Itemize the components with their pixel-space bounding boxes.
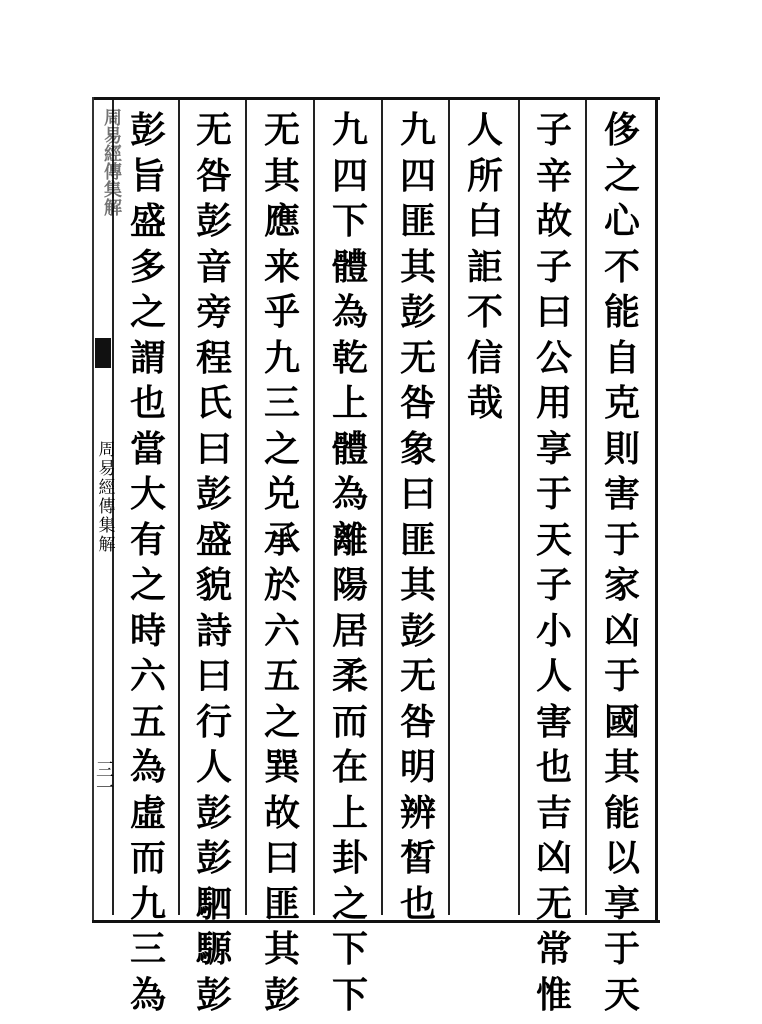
character: 四 xyxy=(399,154,436,197)
character: 无 xyxy=(263,109,300,151)
character: 享 xyxy=(603,882,640,925)
character: 五 xyxy=(263,655,300,697)
character: 多 xyxy=(129,245,166,288)
character: 之 xyxy=(263,700,300,743)
character: 彭 xyxy=(195,837,232,879)
character: 小 xyxy=(535,609,572,652)
character: 信 xyxy=(466,336,503,379)
text-column-4 xyxy=(388,108,448,927)
character: 乎 xyxy=(263,291,300,333)
character: 侈 xyxy=(603,109,640,151)
character: 能 xyxy=(603,791,640,834)
character: 故 xyxy=(263,791,300,834)
character: 三 xyxy=(129,928,166,970)
character: 无 xyxy=(399,336,436,379)
character: 當 xyxy=(129,427,166,470)
character: 五 xyxy=(129,700,166,743)
character: 於 xyxy=(263,564,300,606)
character: 于 xyxy=(603,655,640,697)
character: 公 xyxy=(535,336,572,379)
character: 皙 xyxy=(399,837,436,879)
text-column-7 xyxy=(184,108,244,1018)
character: 之 xyxy=(331,882,368,925)
character: 氏 xyxy=(195,382,232,424)
text-column-6 xyxy=(252,108,312,1018)
character: 為 xyxy=(331,473,368,515)
character: 来 xyxy=(263,245,300,288)
character: 不 xyxy=(466,291,503,333)
character: 人 xyxy=(535,655,572,697)
character: 離 xyxy=(331,518,368,561)
column-rule xyxy=(448,100,450,915)
book-title: 周易經傳集解 xyxy=(94,440,115,554)
character: 心 xyxy=(603,200,640,242)
character: 自 xyxy=(603,336,640,379)
character: 无 xyxy=(195,109,232,151)
character: 體 xyxy=(331,245,368,288)
character: 旨 xyxy=(129,154,166,197)
margin-top-chars xyxy=(96,108,126,216)
character: 无 xyxy=(535,882,572,925)
character: 也 xyxy=(399,882,436,925)
character: 子 xyxy=(535,564,572,606)
character: 子 xyxy=(535,245,572,288)
character: 辨 xyxy=(399,791,436,834)
character: 為 xyxy=(331,291,368,333)
text-column-3 xyxy=(455,108,515,427)
character: 盛 xyxy=(129,200,166,242)
character: 不 xyxy=(603,245,640,288)
character: 旁 xyxy=(195,291,232,333)
character: 以 xyxy=(603,837,640,879)
character: 之 xyxy=(129,291,166,333)
character: 匪 xyxy=(263,882,300,925)
character: 九 xyxy=(331,109,368,151)
character: 也 xyxy=(129,382,166,424)
character: 故 xyxy=(535,200,572,242)
character: 下 xyxy=(331,200,368,242)
character: 則 xyxy=(603,427,640,470)
character: 巽 xyxy=(263,746,300,788)
character: 咎 xyxy=(195,154,232,197)
character: 虛 xyxy=(129,791,166,834)
character: 曰 xyxy=(399,473,436,515)
character: 彭 xyxy=(195,473,232,515)
character: 九 xyxy=(129,882,166,925)
character: 上 xyxy=(331,382,368,424)
character: 四 xyxy=(331,154,368,197)
character: 其 xyxy=(603,746,640,788)
character: 曰 xyxy=(195,427,232,470)
character: 吉 xyxy=(535,791,572,834)
character: 詎 xyxy=(466,245,503,288)
column-rule xyxy=(313,100,315,915)
character: 彭 xyxy=(129,109,166,151)
character: 而 xyxy=(129,837,166,879)
character: 咎 xyxy=(399,382,436,424)
character: 克 xyxy=(603,382,640,424)
character: 于 xyxy=(603,518,640,561)
character: 謂 xyxy=(129,336,166,379)
character: 承 xyxy=(263,518,300,561)
character: 无 xyxy=(399,655,436,697)
character: 騵 xyxy=(195,928,232,970)
character: 居 xyxy=(331,609,368,652)
character: 于 xyxy=(535,473,572,515)
character: 為 xyxy=(129,973,166,1016)
character: 之 xyxy=(129,564,166,606)
character: 貌 xyxy=(195,564,232,606)
character: 也 xyxy=(535,746,572,788)
column-rule xyxy=(245,100,247,915)
column-rule xyxy=(381,100,383,915)
character: 白 xyxy=(466,200,503,242)
frame-right-border xyxy=(655,97,658,920)
character: 行 xyxy=(195,700,232,743)
character: 六 xyxy=(263,609,300,652)
character: 之 xyxy=(603,154,640,197)
character: 彭 xyxy=(195,200,232,242)
character: 卦 xyxy=(331,837,368,879)
character: 其 xyxy=(263,154,300,197)
character: 明 xyxy=(399,746,436,788)
character: 大 xyxy=(129,473,166,515)
character: 九 xyxy=(263,336,300,379)
character: 乾 xyxy=(331,336,368,379)
character: 盛 xyxy=(195,518,232,561)
character: 害 xyxy=(535,700,572,743)
character: 程 xyxy=(195,336,232,379)
character: 天 xyxy=(603,973,640,1016)
character: 彭 xyxy=(399,291,436,333)
character: 有 xyxy=(129,518,166,561)
character: 享 xyxy=(535,427,572,470)
character: 子 xyxy=(535,109,572,151)
character: 咎 xyxy=(399,700,436,743)
character: 人 xyxy=(195,746,232,788)
character: 用 xyxy=(535,382,572,424)
character: 曰 xyxy=(195,655,232,697)
margin-title xyxy=(92,440,118,554)
character: 時 xyxy=(129,609,166,652)
character: 天 xyxy=(535,518,572,561)
character: 哉 xyxy=(466,382,503,424)
character: 陽 xyxy=(331,564,368,606)
character: 應 xyxy=(263,200,300,242)
character: 九 xyxy=(399,109,436,151)
character: 之 xyxy=(263,427,300,470)
character: 下 xyxy=(331,973,368,1016)
character: 于 xyxy=(603,928,640,970)
character: 彭 xyxy=(399,609,436,652)
character: 惟 xyxy=(535,973,572,1016)
character: 詩 xyxy=(195,609,232,652)
character: 而 xyxy=(331,700,368,743)
character: 兑 xyxy=(263,473,300,515)
character: 害 xyxy=(603,473,640,515)
character: 凶 xyxy=(603,609,640,652)
character: 在 xyxy=(331,746,368,788)
column-rule xyxy=(178,100,180,915)
character: 辛 xyxy=(535,154,572,197)
margin-top-text: 周易經傳集解 xyxy=(101,108,122,216)
column-rule xyxy=(585,100,587,915)
character: 音 xyxy=(195,245,232,288)
character: 凶 xyxy=(535,837,572,879)
character: 彭 xyxy=(195,973,232,1016)
character: 柔 xyxy=(331,655,368,697)
character: 所 xyxy=(466,154,503,197)
column-rule xyxy=(518,100,520,915)
character: 匪 xyxy=(399,200,436,242)
text-column-8 xyxy=(118,108,178,1018)
character: 曰 xyxy=(535,291,572,333)
page-number xyxy=(90,760,116,801)
character: 象 xyxy=(399,427,436,470)
character: 國 xyxy=(603,700,640,743)
text-column-1 xyxy=(592,108,652,1018)
character: 其 xyxy=(399,564,436,606)
character: 家 xyxy=(603,564,640,606)
page-number-text: 三一 xyxy=(93,760,114,796)
character: 為 xyxy=(129,746,166,788)
character: 彭 xyxy=(195,791,232,834)
character: 三 xyxy=(263,382,300,424)
character: 其 xyxy=(263,928,300,970)
character: 匪 xyxy=(399,518,436,561)
character: 人 xyxy=(466,109,503,151)
character: 常 xyxy=(535,928,572,970)
character: 下 xyxy=(331,928,368,970)
text-column-5 xyxy=(320,108,380,1018)
text-column-2 xyxy=(524,108,584,1018)
fish-tail-mark xyxy=(95,338,111,368)
character: 彭 xyxy=(263,973,300,1016)
character: 六 xyxy=(129,655,166,697)
character: 其 xyxy=(399,245,436,288)
character: 曰 xyxy=(263,837,300,879)
character: 體 xyxy=(331,427,368,470)
character: 能 xyxy=(603,291,640,333)
character: 駟 xyxy=(195,882,232,925)
character: 上 xyxy=(331,791,368,834)
